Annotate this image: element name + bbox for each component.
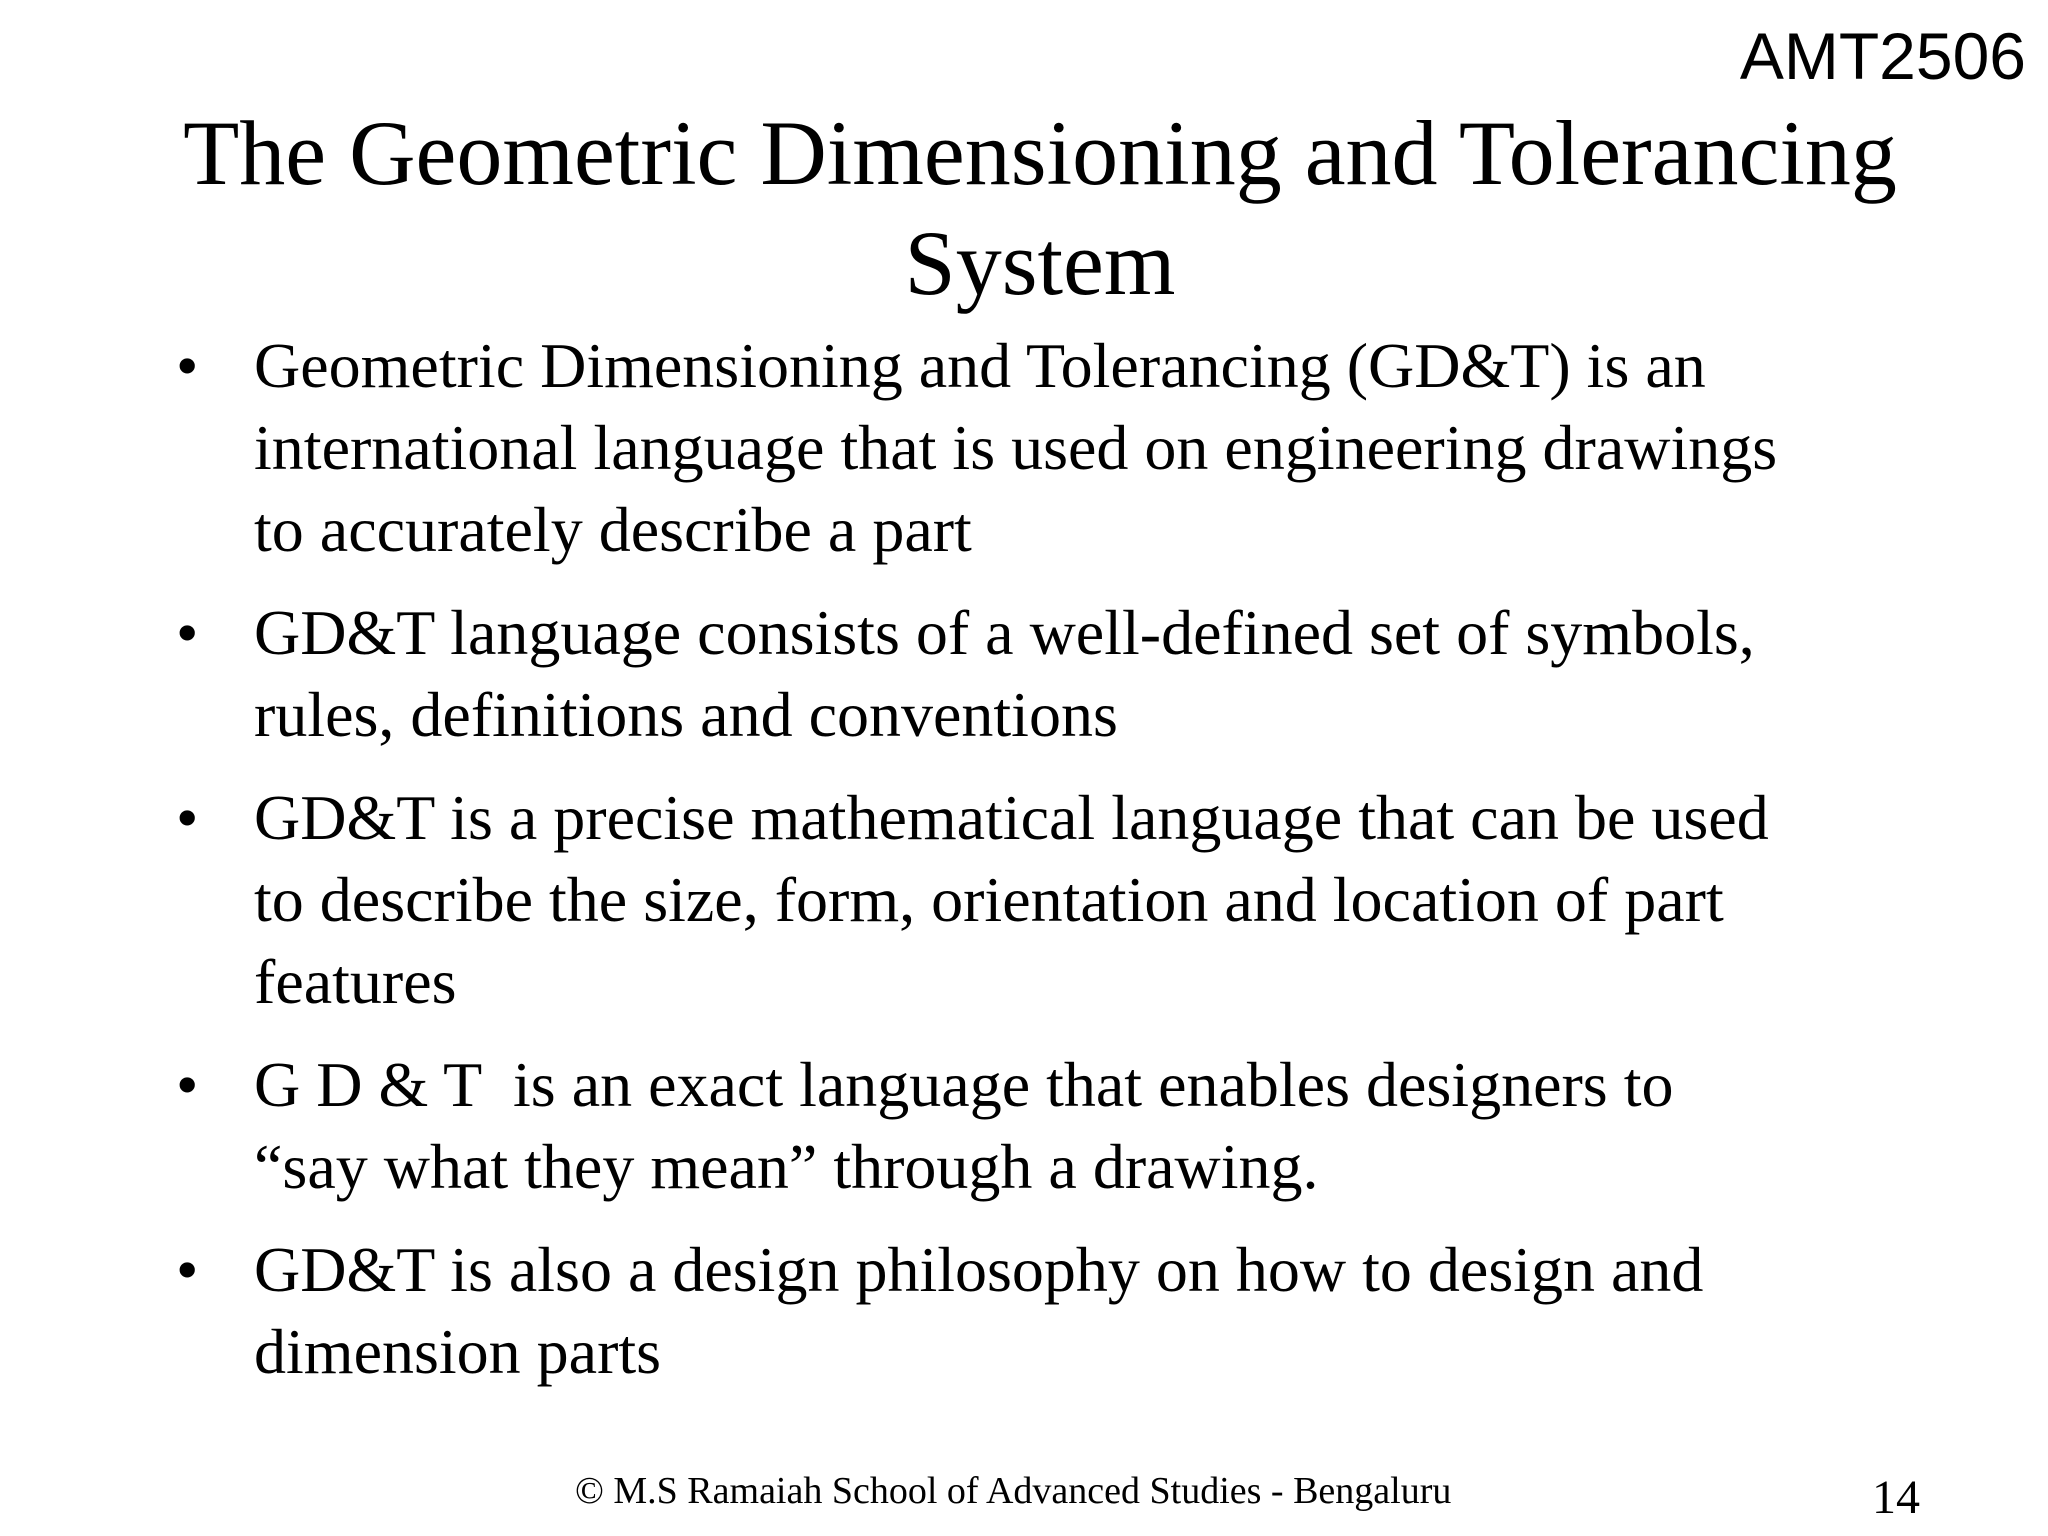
slide-title-line: The Geometric Dimensioning and Tolerancing <box>183 102 1897 204</box>
bullet-item <box>168 1044 1928 1208</box>
bullet-line: dimension parts <box>254 1316 662 1387</box>
slide-title-line: System <box>904 212 1176 314</box>
bullet-line: international language that is used on engineering drawings <box>254 412 1778 483</box>
bullet-icon: • <box>176 1234 199 1305</box>
bullet-icon: • <box>176 782 199 853</box>
bullet-list <box>168 325 1928 1414</box>
bullet-line: GD&T is a precise mathematical language that can be used <box>254 782 1769 853</box>
bullet-item <box>168 592 1928 756</box>
bullet-line: to accurately describe a part <box>254 494 972 565</box>
bullet-text <box>254 592 1928 756</box>
bullet-line: features <box>254 946 457 1017</box>
bullet-icon: • <box>176 597 199 668</box>
bullet-line: G D & T is an exact language that enables designers to <box>254 1049 1674 1120</box>
bullet-item <box>168 777 1928 1023</box>
bullet-text <box>254 1044 1928 1208</box>
bullet-text <box>254 1229 1928 1393</box>
bullet-item <box>168 325 1928 571</box>
slide-title <box>100 98 1980 318</box>
bullet-item <box>168 1229 1928 1393</box>
course-code: AMT2506 <box>1739 19 2026 93</box>
page-number: 14 <box>1872 1471 1920 1524</box>
footer-copyright: © M.S Ramaiah School of Advanced Studies - Bengaluru <box>575 1470 1452 1512</box>
bullet-text <box>254 777 1928 1023</box>
bullet-line: GD&T is also a design philosophy on how to design and <box>254 1234 1704 1305</box>
bullet-line: GD&T language consists of a well-defined set of symbols, <box>254 597 1755 668</box>
bullet-line: rules, definitions and conventions <box>254 679 1118 750</box>
bullet-icon: • <box>176 330 199 401</box>
bullet-line: Geometric Dimensioning and Tolerancing (GD&T) is an <box>254 330 1706 401</box>
bullet-text <box>254 325 1928 571</box>
bullet-line: to describe the size, form, orientation and location of part <box>254 864 1724 935</box>
bullet-icon: • <box>176 1049 199 1120</box>
bullet-line: “say what they mean” through a drawing. <box>254 1131 1319 1202</box>
